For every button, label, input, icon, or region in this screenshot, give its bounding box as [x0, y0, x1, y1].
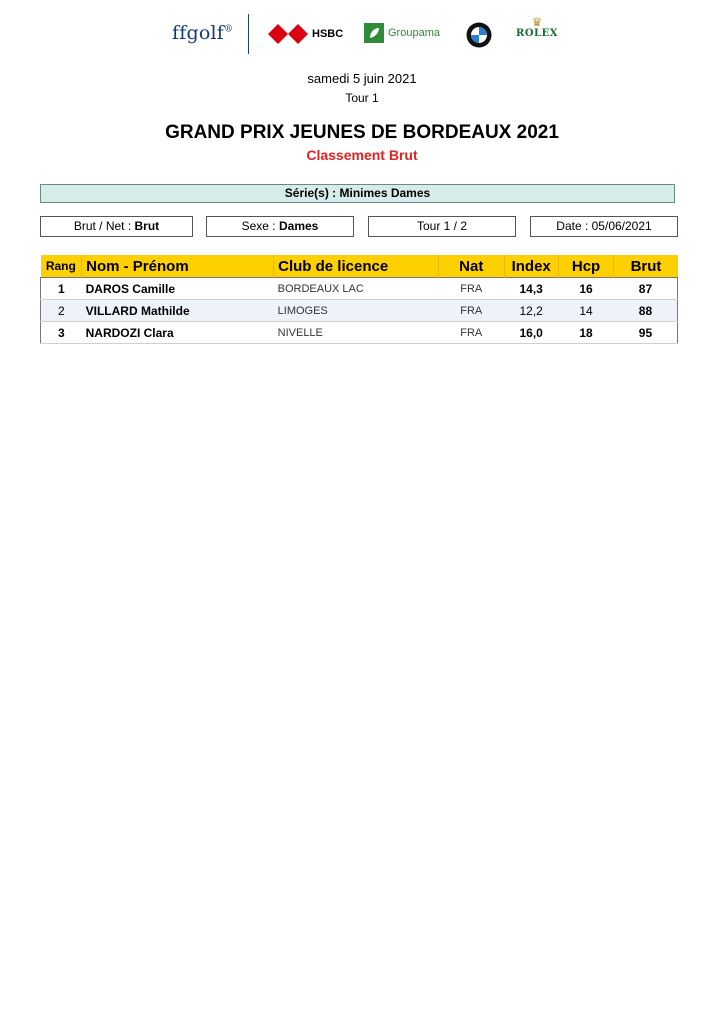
groupama-text: Groupama — [388, 27, 440, 39]
brut-net-box — [40, 216, 193, 237]
cell-club: BORDEAUX LAC — [274, 278, 439, 300]
cell-brut: 88 — [614, 300, 678, 322]
table-row — [41, 278, 678, 300]
series-banner: Série(s) : Minimes Dames — [40, 184, 675, 203]
cell-nat: FRA — [438, 300, 504, 322]
column-header-nom: Nom - Prénom — [82, 255, 274, 278]
hsbc-hexagon-icon — [268, 24, 308, 44]
hsbc-logo — [268, 23, 343, 45]
registered-mark: ® — [223, 24, 234, 35]
cell-nom: NARDOZI Clara — [82, 322, 274, 344]
cell-hcp: 16 — [558, 278, 614, 300]
cell-index: 16,0 — [504, 322, 558, 344]
rolex-crown-icon: ♛ — [531, 15, 543, 29]
cell-nat: FRA — [438, 278, 504, 300]
column-header-rang: Rang — [41, 255, 82, 278]
results-table — [40, 255, 678, 344]
sexe-box — [206, 216, 354, 237]
cell-index: 14,3 — [504, 278, 558, 300]
brut-net-label: Brut / Net : — [73, 219, 132, 233]
cell-brut: 87 — [614, 278, 678, 300]
column-header-index: Index — [504, 255, 558, 278]
table-row — [41, 322, 678, 344]
tour-box: Tour 1 / 2 — [368, 216, 516, 237]
cell-club: LIMOGES — [274, 300, 439, 322]
column-header-club: Club de licence — [274, 255, 439, 278]
page-title: GRAND PRIX JEUNES DE BORDEAUX 2021 — [165, 122, 559, 143]
ffgolf-logo — [172, 22, 233, 44]
rolex-logo — [513, 16, 561, 39]
cell-index: 12,2 — [504, 300, 558, 322]
groupama-leaf-icon — [364, 23, 384, 43]
column-header-nat: Nat — [438, 255, 504, 278]
table-header-row — [41, 255, 678, 278]
column-header-hcp: Hcp — [558, 255, 614, 278]
cell-nom: VILLARD Mathilde — [82, 300, 274, 322]
cell-rang: 1 — [41, 278, 82, 300]
cell-nom: DAROS Camille — [82, 278, 274, 300]
tour-label: Tour 1 — [345, 91, 379, 105]
cell-rang: 2 — [41, 300, 82, 322]
groupama-logo — [364, 23, 440, 43]
date-box: Date : 05/06/2021 — [530, 216, 678, 237]
ffgolf-text: ffgolf — [172, 22, 224, 44]
sponsor-logos — [160, 14, 580, 56]
rolex-text: ROLEX — [516, 28, 558, 39]
cell-nat: FRA — [438, 322, 504, 344]
cell-brut: 95 — [614, 322, 678, 344]
sexe-label: Sexe : — [241, 219, 276, 233]
cell-hcp: 14 — [558, 300, 614, 322]
cell-hcp: 18 — [558, 322, 614, 344]
hsbc-text: HSBC — [312, 28, 344, 40]
cell-club: NIVELLE — [274, 322, 439, 344]
table-row — [41, 300, 678, 322]
page-subtitle: Classement Brut — [306, 147, 418, 163]
event-date: samedi 5 juin 2021 — [307, 71, 417, 86]
column-header-brut: Brut — [614, 255, 678, 278]
bmw-roundel-icon — [466, 22, 492, 48]
logo-divider — [248, 14, 249, 54]
brut-net-value: Brut — [134, 219, 160, 233]
sexe-value: Dames — [279, 219, 319, 233]
cell-rang: 3 — [41, 322, 82, 344]
